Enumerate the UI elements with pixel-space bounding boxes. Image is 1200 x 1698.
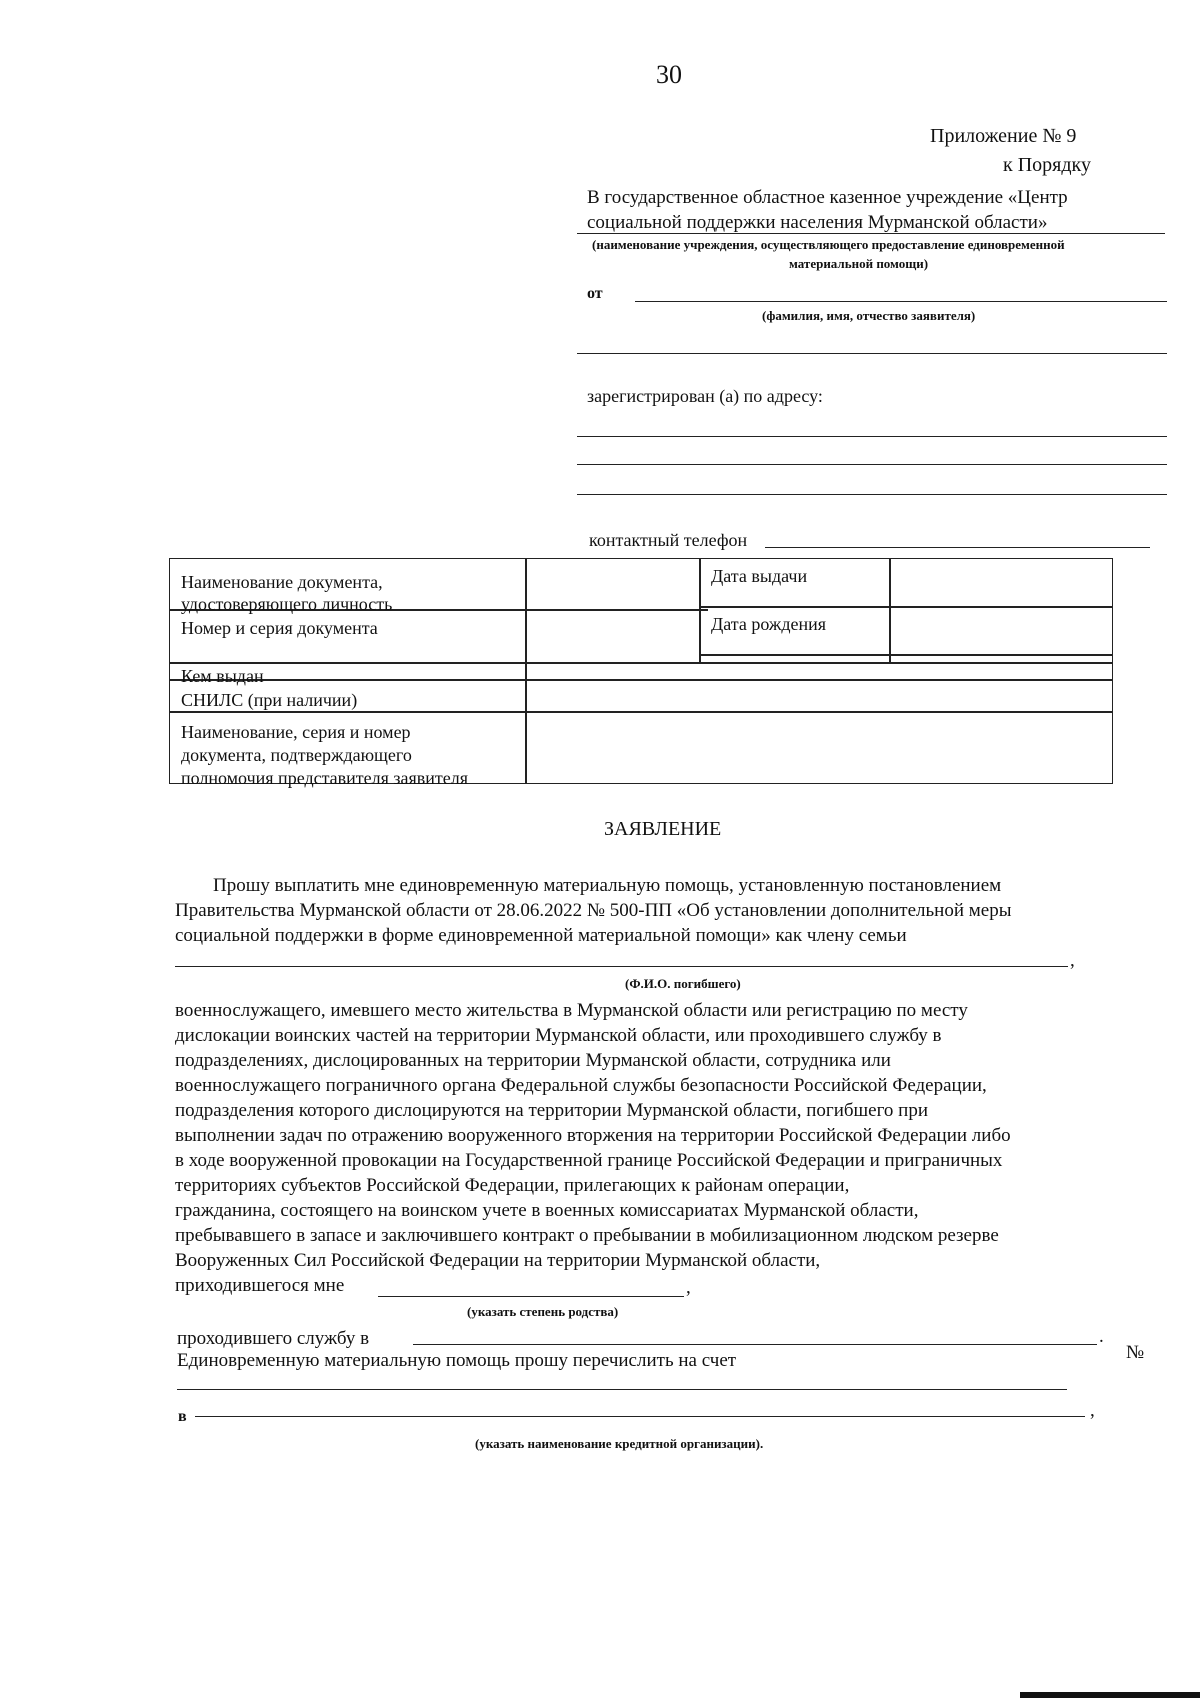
statement-title: ЗАЯВЛЕНИЕ (604, 818, 722, 840)
address-field-2[interactable] (577, 464, 1167, 465)
issue-date-label: Дата выдачи (711, 566, 808, 586)
table-col-divider (889, 559, 891, 663)
statement-body-line: гражданина, состоящего на воинском учете в военных комиссариатах Мурманской области, (175, 1200, 919, 1221)
bank-name-field[interactable] (195, 1416, 1085, 1417)
bank-hint: (указать наименование кредитной организации). (475, 1436, 764, 1451)
table-row-divider (699, 654, 1112, 656)
representative-doc-label-1: Наименование, серия и номер (181, 722, 411, 742)
recipient-line-1: В государственное областное казенное учреждение «Центр (587, 187, 1068, 208)
representative-doc-label-3: полномочия представителя заявителя (181, 768, 469, 788)
doc-name-label-2: удостоверяющего личность (181, 594, 393, 614)
recipient-underline (577, 233, 1165, 234)
table-row-divider (699, 606, 1112, 608)
phone-field[interactable] (765, 547, 1150, 548)
deceased-name-hint: (Ф.И.О. погибшего) (625, 976, 741, 991)
scan-edge-mark (1020, 1692, 1200, 1698)
recipient-hint-2: материальной помощи) (789, 256, 929, 271)
statement-paragraph-line: Прошу выплатить мне единовременную материальную помощь, установленную постановлением (213, 875, 1002, 896)
snils-label: СНИЛС (при наличии) (181, 690, 358, 710)
applicant-name-field[interactable] (635, 301, 1167, 302)
bank-comma: , (1090, 1400, 1095, 1421)
transfer-text: Единовременную материальную помощь прошу перечислить на счет (177, 1350, 737, 1371)
relationship-hint: (указать степень родства) (467, 1304, 619, 1319)
comma: , (1070, 950, 1075, 971)
doc-number-label: Номер и серия документа (181, 618, 378, 638)
birth-date-label: Дата рождения (711, 614, 827, 634)
doc-name-label-1: Наименование документа, (181, 572, 383, 592)
representative-doc-label-2: документа, подтверждающего (181, 745, 412, 765)
relationship-comma: , (686, 1277, 691, 1298)
statement-body-line: подразделениях, дислоцированных на территории Мурманской области, сотрудника или (175, 1050, 891, 1071)
appendix-line-1: Приложение № 9 (930, 125, 1077, 147)
table-row-divider (170, 679, 1112, 681)
statement-body-line: военнослужащего, имевшего место жительства в Мурманской области или регистрацию по месту (175, 1000, 968, 1021)
statement-body-line: пребывавшего в запасе и заключившего контракт о пребывании в мобилизационном людском резерве (175, 1225, 999, 1246)
service-unit-field[interactable] (413, 1344, 1097, 1345)
statement-body-line: выполнении задач по отражению вооруженного вторжения на территории Российской Федерации либо (175, 1125, 1011, 1146)
number-sign: № (1126, 1342, 1145, 1363)
statement-body-line: Вооруженных Сил Российской Федерации на территории Мурманской области, (175, 1250, 821, 1271)
applicant-name-field-2[interactable] (577, 353, 1167, 354)
address-field-3[interactable] (577, 494, 1167, 495)
table-row-divider (170, 662, 1112, 664)
relationship-field[interactable] (378, 1296, 684, 1297)
address-field-1[interactable] (577, 436, 1167, 437)
served-label: проходившего службу в (177, 1328, 370, 1349)
identity-document-table (169, 558, 1113, 788)
statement-paragraph-line: Правительства Мурманской области от 28.06.2022 № 500-ПП «Об установлении дополнительной меры (175, 900, 1012, 921)
statement-body-line: в ходе вооруженной провокации на Государственной границе Российской Федерации и приграничных (175, 1150, 1003, 1171)
statement-body-line: подразделения которого дислоцируются на территории Мурманской области, погибшего при (175, 1100, 929, 1121)
statement-body-line: дислокации воинских частей на территории Мурманской области, или проходившего службу в (175, 1025, 942, 1046)
table-row-divider (170, 711, 1112, 713)
recipient-hint-1: (наименование учреждения, осуществляющего предоставление единовременной (592, 237, 1065, 252)
statement-body-line: территориях субъектов Российской Федерации, прилегающих к районам операции, (175, 1175, 850, 1196)
appendix-line-2: к Порядку (1003, 154, 1091, 176)
issued-by-label: Кем выдан (181, 666, 264, 686)
page-number: 30 (656, 60, 682, 89)
table-col-divider (525, 559, 527, 783)
bank-prefix: в (178, 1408, 187, 1425)
applicant-name-hint: (фамилия, имя, отчество заявителя) (762, 308, 976, 323)
address-label: зарегистрирован (а) по адресу: (587, 386, 823, 406)
from-label: от (587, 285, 603, 302)
phone-label: контактный телефон (589, 530, 748, 550)
table-col-divider (699, 559, 701, 663)
statement-paragraph-line: социальной поддержки в форме единовременной материальной помощи» как члену семьи (175, 925, 907, 946)
deceased-name-field[interactable] (175, 966, 1068, 967)
statement-body-line: военнослужащего пограничного органа Федеральной службы безопасности Российской Федерации, (175, 1075, 987, 1096)
served-period: . (1099, 1326, 1104, 1347)
recipient-line-2: социальной поддержки населения Мурманской области» (587, 212, 1048, 233)
account-number-field[interactable] (177, 1389, 1067, 1390)
relative-label: приходившегося мне (175, 1275, 345, 1296)
